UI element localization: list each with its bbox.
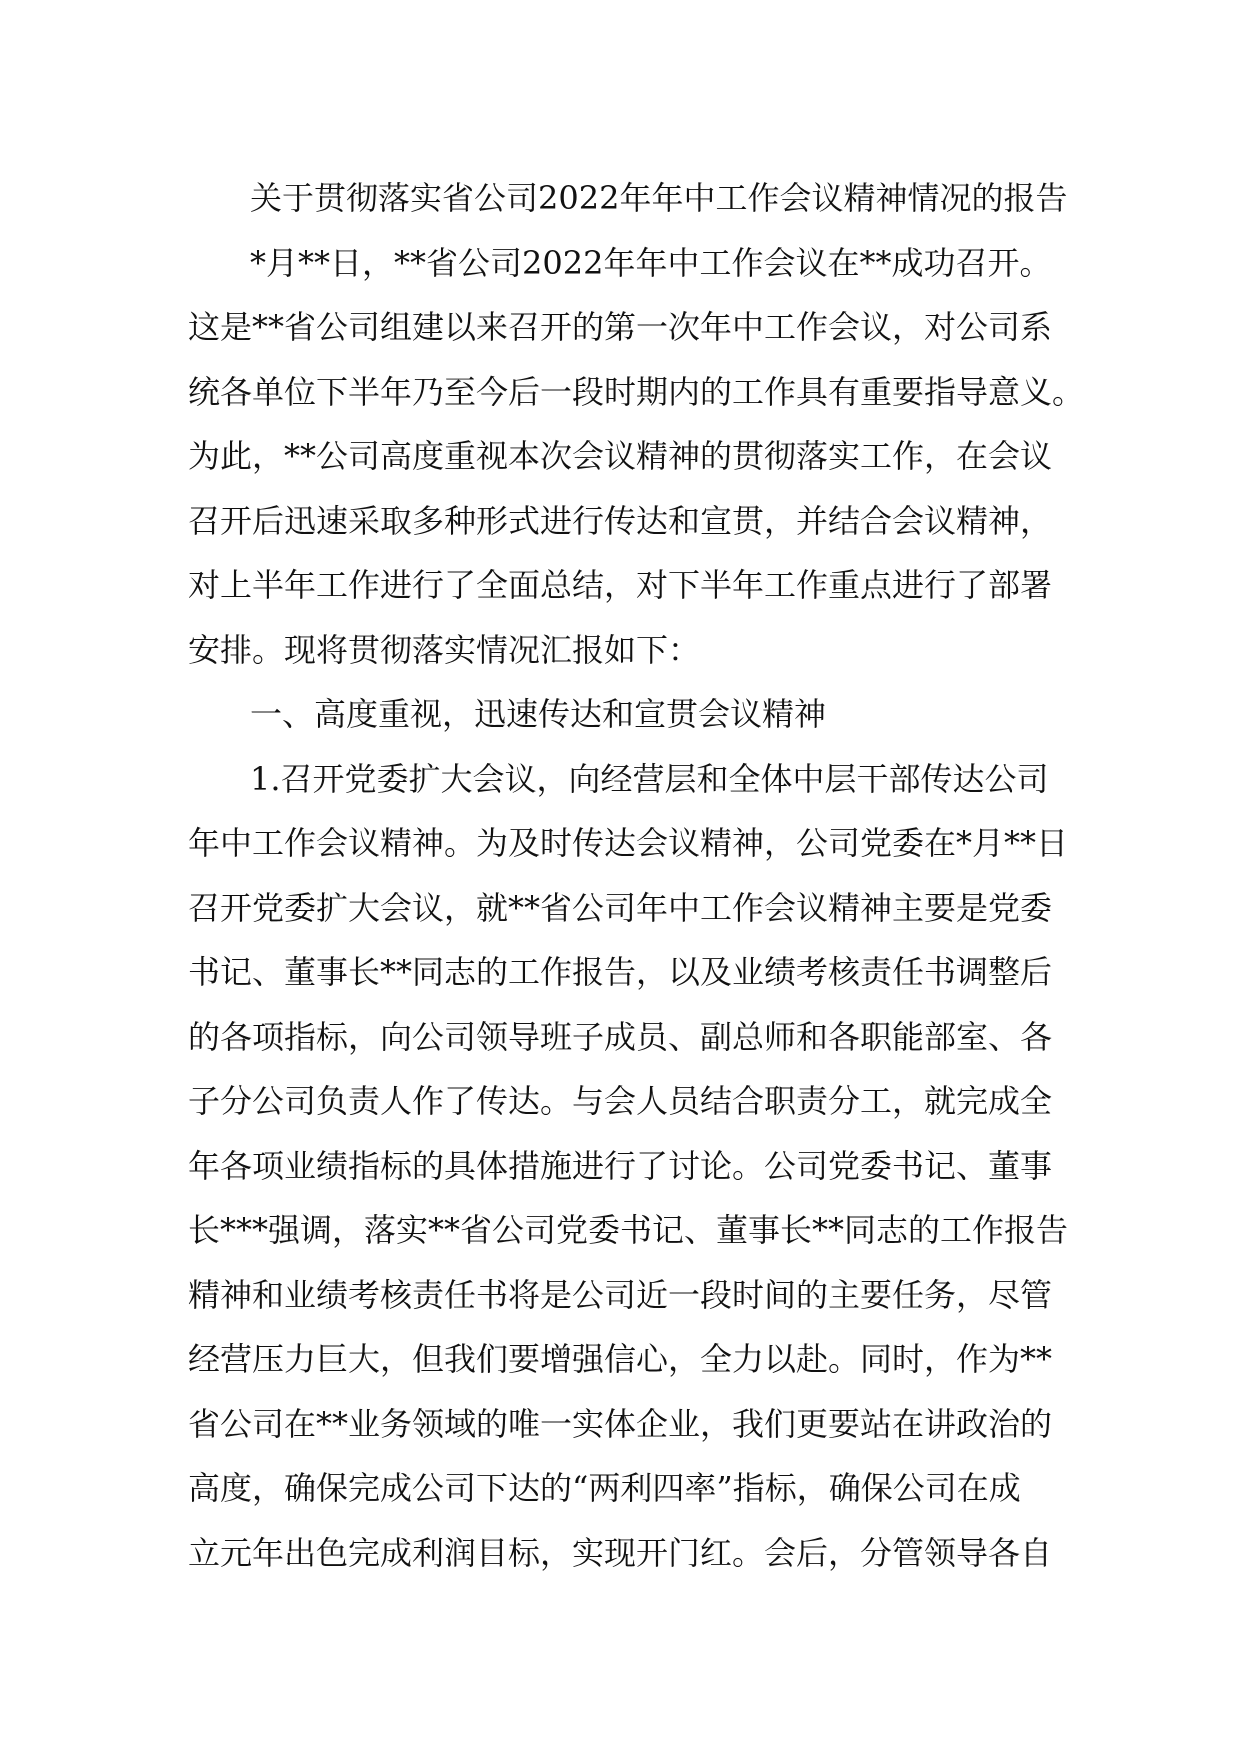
text-line: 这是**省公司组建以来召开的第一次年中工作会议，对公司系 (188, 308, 1053, 346)
text-line: 立元年出色完成利润目标，实现开门红。会后，分管领导各自 (188, 1533, 1053, 1572)
text-line: 高度，确保完成公司下达的“两利四率”指标，确保公司在成 (188, 1469, 1021, 1507)
report-title: 关于贯彻落实省公司2022年年中工作会议精神情况的报告 (250, 179, 1068, 217)
text-line: 经营压力巨大，但我们要增强信心，全力以赴。同时，作为** (188, 1340, 1053, 1378)
text-line: 书记、董事长**同志的工作报告，以及业绩考核责任书调整后 (188, 953, 1053, 991)
text-line: 安排。现将贯彻落实情况汇报如下： (188, 630, 701, 669)
text-line: 对上半年工作进行了全面总结，对下半年工作重点进行了部署 (188, 566, 1053, 604)
text-line: 召开后迅速采取多种形式进行传达和宣贯，并结合会议精神， (188, 501, 1053, 540)
text-line: 长***强调，落实**省公司党委书记、董事长**同志的工作报告 (188, 1211, 1069, 1249)
text-line: 召开党委扩大会议，就**省公司年中工作会议精神主要是党委 (188, 888, 1053, 927)
text-line: 为此，**公司高度重视本次会议精神的贯彻落实工作，在会议 (188, 437, 1053, 475)
text-line: 年中工作会议精神。为及时传达会议精神，公司党委在*月**日 (188, 824, 1069, 862)
text-line: 年各项业绩指标的具体措施进行了讨论。公司党委书记、董事 (188, 1146, 1053, 1185)
text-line: 省公司在**业务领域的唯一实体企业，我们更要站在讲政治的 (188, 1404, 1053, 1443)
section-heading: 一、高度重视，迅速传达和宣贯会议精神 (250, 695, 827, 733)
text-line: 1.召开党委扩大会议，向经营层和全体中层干部传达公司 (250, 759, 1049, 798)
text-line: 统各单位下半年乃至今后一段时期内的工作具有重要指导意义。 (188, 372, 1085, 411)
text-line: 的各项指标，向公司领导班子成员、副总师和各职能部室、各 (188, 1017, 1053, 1056)
text-line: 精神和业绩考核责任书将是公司近一段时间的主要任务，尽管 (188, 1275, 1053, 1314)
text-line: 子分公司负责人作了传达。与会人员结合职责分工，就完成全 (188, 1082, 1053, 1120)
document-body (188, 166, 1085, 1585)
text-line: *月**日，**省公司2022年年中工作会议在**成功召开。 (250, 243, 1052, 282)
